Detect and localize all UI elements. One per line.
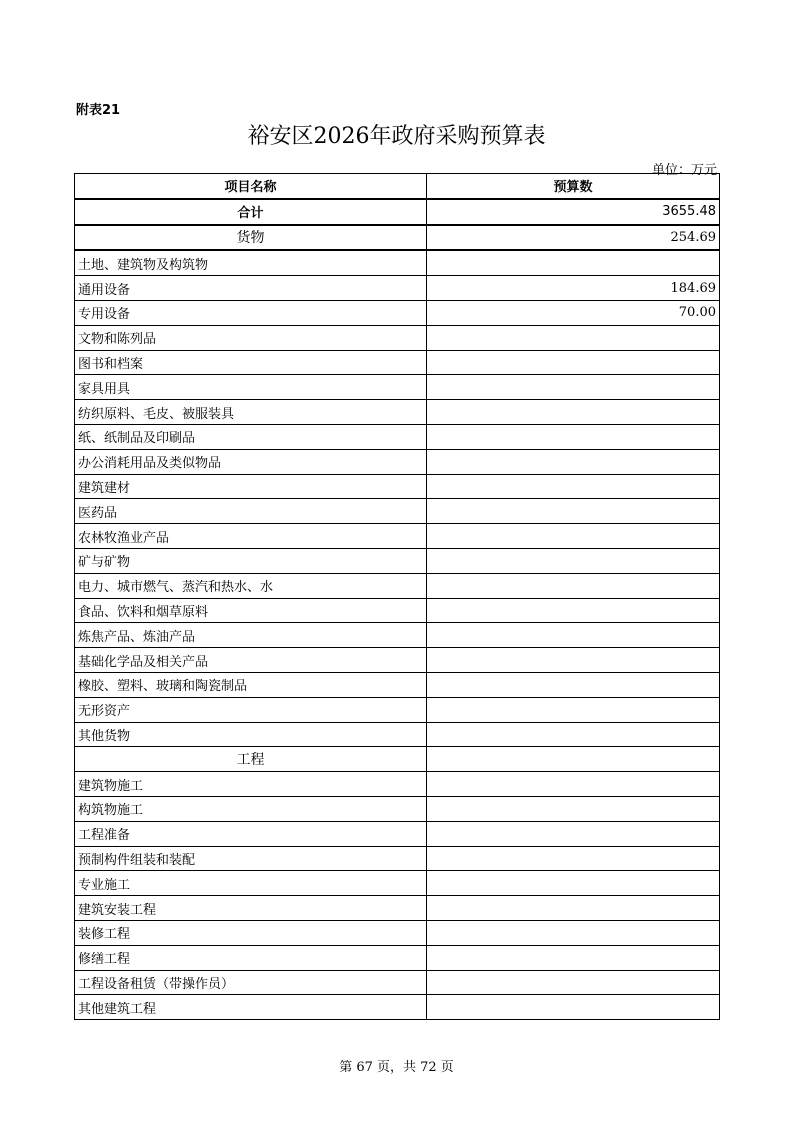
table-row	[75, 772, 720, 797]
item-value	[427, 648, 720, 673]
item-value	[427, 920, 720, 945]
total-value: 3655.48	[427, 199, 720, 225]
table-row	[75, 250, 720, 275]
table-row	[75, 945, 720, 970]
item-value	[427, 995, 720, 1020]
item-value	[427, 524, 720, 549]
item-name: 建筑建材	[75, 474, 427, 499]
header-project-name: 项目名称	[75, 174, 427, 199]
attachment-label: 附表21	[76, 103, 121, 118]
table-row	[75, 548, 720, 573]
table-row	[75, 648, 720, 673]
item-name: 修缮工程	[75, 945, 427, 970]
table-row	[75, 400, 720, 425]
table-row	[75, 325, 720, 350]
item-value	[427, 400, 720, 425]
item-value	[427, 325, 720, 350]
item-value: 184.69	[427, 276, 720, 301]
category-row	[75, 747, 720, 772]
table-row	[75, 598, 720, 623]
item-name: 文物和陈列品	[75, 325, 427, 350]
table-row	[75, 350, 720, 375]
item-name: 工程设备租赁（带操作员）	[75, 970, 427, 995]
item-value	[427, 796, 720, 821]
item-name: 预制构件组装和装配	[75, 846, 427, 871]
category-name: 工程	[75, 747, 427, 772]
category-row	[75, 225, 720, 251]
item-value	[427, 350, 720, 375]
item-value	[427, 846, 720, 871]
item-name: 医药品	[75, 499, 427, 524]
item-name: 办公消耗用品及类似物品	[75, 449, 427, 474]
table-row	[75, 424, 720, 449]
item-name: 无形资产	[75, 697, 427, 722]
item-name: 食品、饮料和烟草原料	[75, 598, 427, 623]
item-value	[427, 499, 720, 524]
total-row	[75, 199, 720, 225]
table-row	[75, 623, 720, 648]
total-label: 合计	[75, 199, 427, 225]
item-name: 通用设备	[75, 276, 427, 301]
table-body	[75, 199, 720, 1020]
item-value	[427, 871, 720, 896]
table-row	[75, 300, 720, 325]
budget-table	[74, 173, 720, 1020]
table-row	[75, 697, 720, 722]
table-row	[75, 995, 720, 1020]
item-value	[427, 598, 720, 623]
table-row	[75, 796, 720, 821]
item-value	[427, 548, 720, 573]
table-header-row	[75, 174, 720, 199]
item-name: 纺织原料、毛皮、被服装具	[75, 400, 427, 425]
item-name: 基础化学品及相关产品	[75, 648, 427, 673]
item-name: 专用设备	[75, 300, 427, 325]
table-row	[75, 474, 720, 499]
table-row	[75, 276, 720, 301]
item-value	[427, 375, 720, 400]
item-name: 图书和档案	[75, 350, 427, 375]
item-value	[427, 474, 720, 499]
item-name: 工程准备	[75, 821, 427, 846]
item-name: 矿与矿物	[75, 548, 427, 573]
item-name: 其他货物	[75, 722, 427, 747]
table-row	[75, 821, 720, 846]
item-value	[427, 573, 720, 598]
item-value	[427, 697, 720, 722]
item-name: 橡胶、塑料、玻璃和陶瓷制品	[75, 672, 427, 697]
table-row	[75, 375, 720, 400]
item-value	[427, 250, 720, 275]
table-row	[75, 896, 720, 921]
item-name: 家具用具	[75, 375, 427, 400]
table-row	[75, 871, 720, 896]
table-row	[75, 722, 720, 747]
header-budget-amount: 预算数	[427, 174, 720, 199]
table-row	[75, 524, 720, 549]
item-name: 专业施工	[75, 871, 427, 896]
item-name: 建筑物施工	[75, 772, 427, 797]
item-value	[427, 945, 720, 970]
item-value	[427, 722, 720, 747]
table-row	[75, 499, 720, 524]
item-value: 70.00	[427, 300, 720, 325]
item-value	[427, 424, 720, 449]
item-value	[427, 772, 720, 797]
item-value: 254.69	[427, 225, 720, 251]
item-value	[427, 896, 720, 921]
item-value	[427, 821, 720, 846]
table-row	[75, 920, 720, 945]
item-value	[427, 672, 720, 697]
item-value	[427, 449, 720, 474]
page-title: 裕安区2026年政府采购预算表	[247, 124, 546, 149]
item-name: 建筑安装工程	[75, 896, 427, 921]
item-name: 装修工程	[75, 920, 427, 945]
table-row	[75, 672, 720, 697]
item-name: 炼焦产品、炼油产品	[75, 623, 427, 648]
item-name: 其他建筑工程	[75, 995, 427, 1020]
unit-label: 单位：万元	[651, 163, 717, 178]
item-value	[427, 747, 720, 772]
item-value	[427, 623, 720, 648]
item-name: 纸、纸制品及印刷品	[75, 424, 427, 449]
table-row	[75, 573, 720, 598]
table-row	[75, 449, 720, 474]
item-name: 电力、城市燃气、蒸汽和热水、水	[75, 573, 427, 598]
table-row	[75, 970, 720, 995]
item-value	[427, 970, 720, 995]
item-name: 农林牧渔业产品	[75, 524, 427, 549]
item-name: 构筑物施工	[75, 796, 427, 821]
category-name: 货物	[75, 225, 427, 251]
item-name: 土地、建筑物及构筑物	[75, 250, 427, 275]
page-footer: 第 67 页，共 72 页	[339, 1060, 454, 1075]
table-row	[75, 846, 720, 871]
